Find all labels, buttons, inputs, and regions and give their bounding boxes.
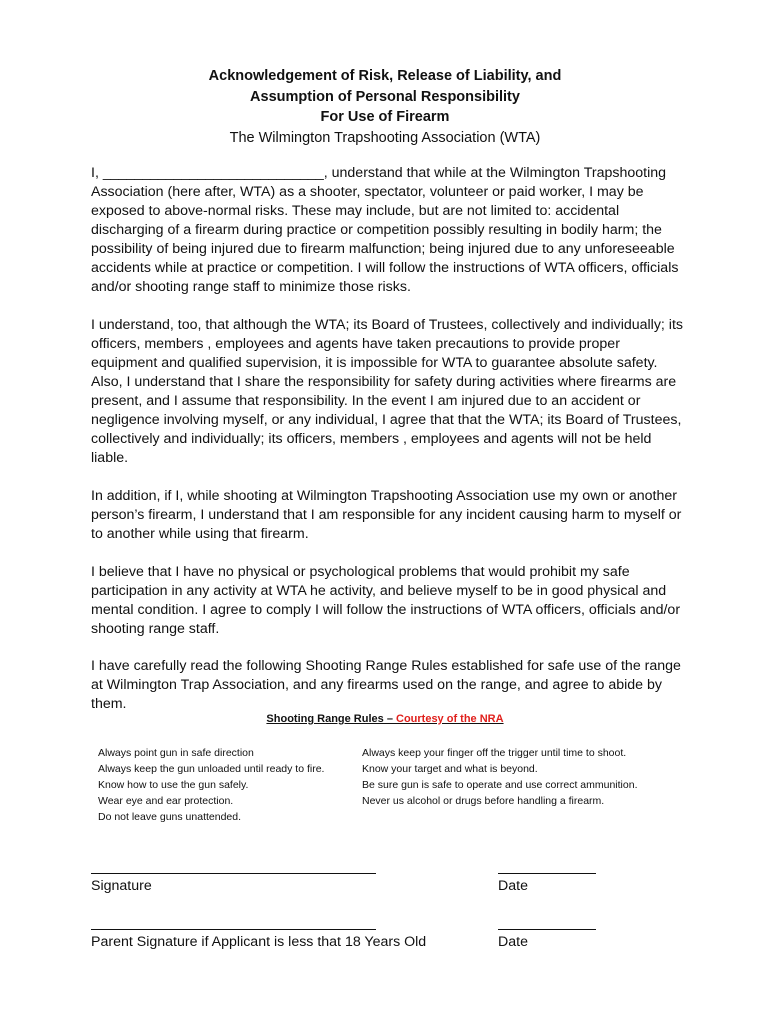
date-line-2[interactable] bbox=[498, 929, 596, 930]
range-rule-item: Never us alcohol or drugs before handling a firearm. bbox=[362, 795, 605, 807]
range-rule-item: Do not leave guns unattended. bbox=[98, 811, 242, 823]
document-title bbox=[0, 66, 770, 149]
paragraph-release-of-liability bbox=[91, 316, 687, 468]
paragraph-text: I believe that I have no physical or psychological problems that would prohibit my safe participation in any activity at WTA he activity, and believe myself to be in good physical and mental condition. I agree to comply I will follow the instructions of WTA officers, officials and/or shooting range staff. bbox=[91, 564, 681, 637]
range-rules-heading-text: Shooting Range Rules – bbox=[266, 713, 396, 725]
title-line-1: Acknowledgement of Risk, Release of Liability, and bbox=[208, 68, 562, 84]
date-label-2: Date bbox=[498, 934, 528, 950]
paragraph-text: I understand, too, that although the WTA; its Board of Trustees, collectively and individually; its officers, members , employees and agents have taken precautions to provide proper equipment and qualified supervision, it is impossible for WTA to guarantee absolute safety. Also, I understand that I share the responsibility for safety during activities where firearms are present, and I assume that responsibility. In the event I am injured due to an accident or negligence involving myself, or any individual, I agree that that the WTA; its Board of Trustees, collectively and individually; its officers, members , employees and agents will not be held liable. bbox=[91, 317, 683, 466]
date-label-1: Date bbox=[498, 878, 528, 894]
signature-line[interactable] bbox=[91, 873, 376, 874]
range-rule-item: Know your target and what is beyond. bbox=[362, 763, 538, 775]
signature-label: Signature bbox=[91, 878, 152, 894]
title-line-2: Assumption of Personal Responsibility bbox=[250, 88, 520, 105]
paragraph-firearm-responsibility bbox=[91, 487, 687, 544]
paragraph-health-declaration bbox=[91, 563, 687, 639]
range-rule-item: Know how to use the gun safely. bbox=[98, 779, 249, 791]
date-line-1[interactable] bbox=[498, 873, 596, 874]
range-rule-item: Wear eye and ear protection. bbox=[98, 795, 234, 807]
range-rules-left-column bbox=[98, 745, 360, 825]
range-rule-item: Be sure gun is safe to operate and use correct ammunition. bbox=[362, 779, 638, 791]
parent-signature-line[interactable] bbox=[91, 929, 376, 930]
parent-signature-label: Parent Signature if Applicant is less that 18 Years Old bbox=[91, 934, 427, 950]
range-rule-item: Always keep the gun unloaded until ready to fire. bbox=[98, 763, 325, 775]
range-rules-credit: Courtesy of the NRA bbox=[396, 713, 504, 725]
range-rule-item: Always keep your finger off the trigger until time to shoot. bbox=[362, 747, 627, 759]
title-line-3: For Use of Firearm bbox=[320, 109, 450, 125]
paragraph-range-rules-agreement bbox=[91, 657, 687, 714]
range-rule-item: Always point gun in safe direction bbox=[98, 747, 254, 759]
paragraph-text: I have carefully read the following Shooting Range Rules established for safe use of the range at Wilmington Trap Association, and any firearms used on the range, and agree to abide by them. bbox=[91, 658, 681, 712]
range-rules-heading bbox=[0, 713, 770, 725]
paragraph-text: I, ____________________________, understand that while at the Wilmington Trapshooting Association (here after, WTA) as a shooter, spectator, volunteer or paid worker, I may be exposed to above-normal risks. These may include, but are not limited to: accidental discharging of a firearm during practice or competition possibly resulting in bodily harm; the possibility of being injured due to firearm malfunction; being injured due to any unforeseeable accidents while at practice or competition. I will follow the instructions of WTA officers, officials and/or shooting range staff to minimize those risks. bbox=[91, 165, 679, 295]
paragraph-text: In addition, if I, while shooting at Wilmington Trapshooting Association use my own or another person’s firearm, I understand that I am responsible for any incident causing harm to myself or to another while using that firearm. bbox=[91, 488, 682, 542]
association-subtitle: The Wilmington Trapshooting Association (WTA) bbox=[229, 129, 541, 146]
range-rules-right-column bbox=[362, 745, 682, 809]
paragraph-acknowledgement-of-risk bbox=[91, 164, 687, 297]
